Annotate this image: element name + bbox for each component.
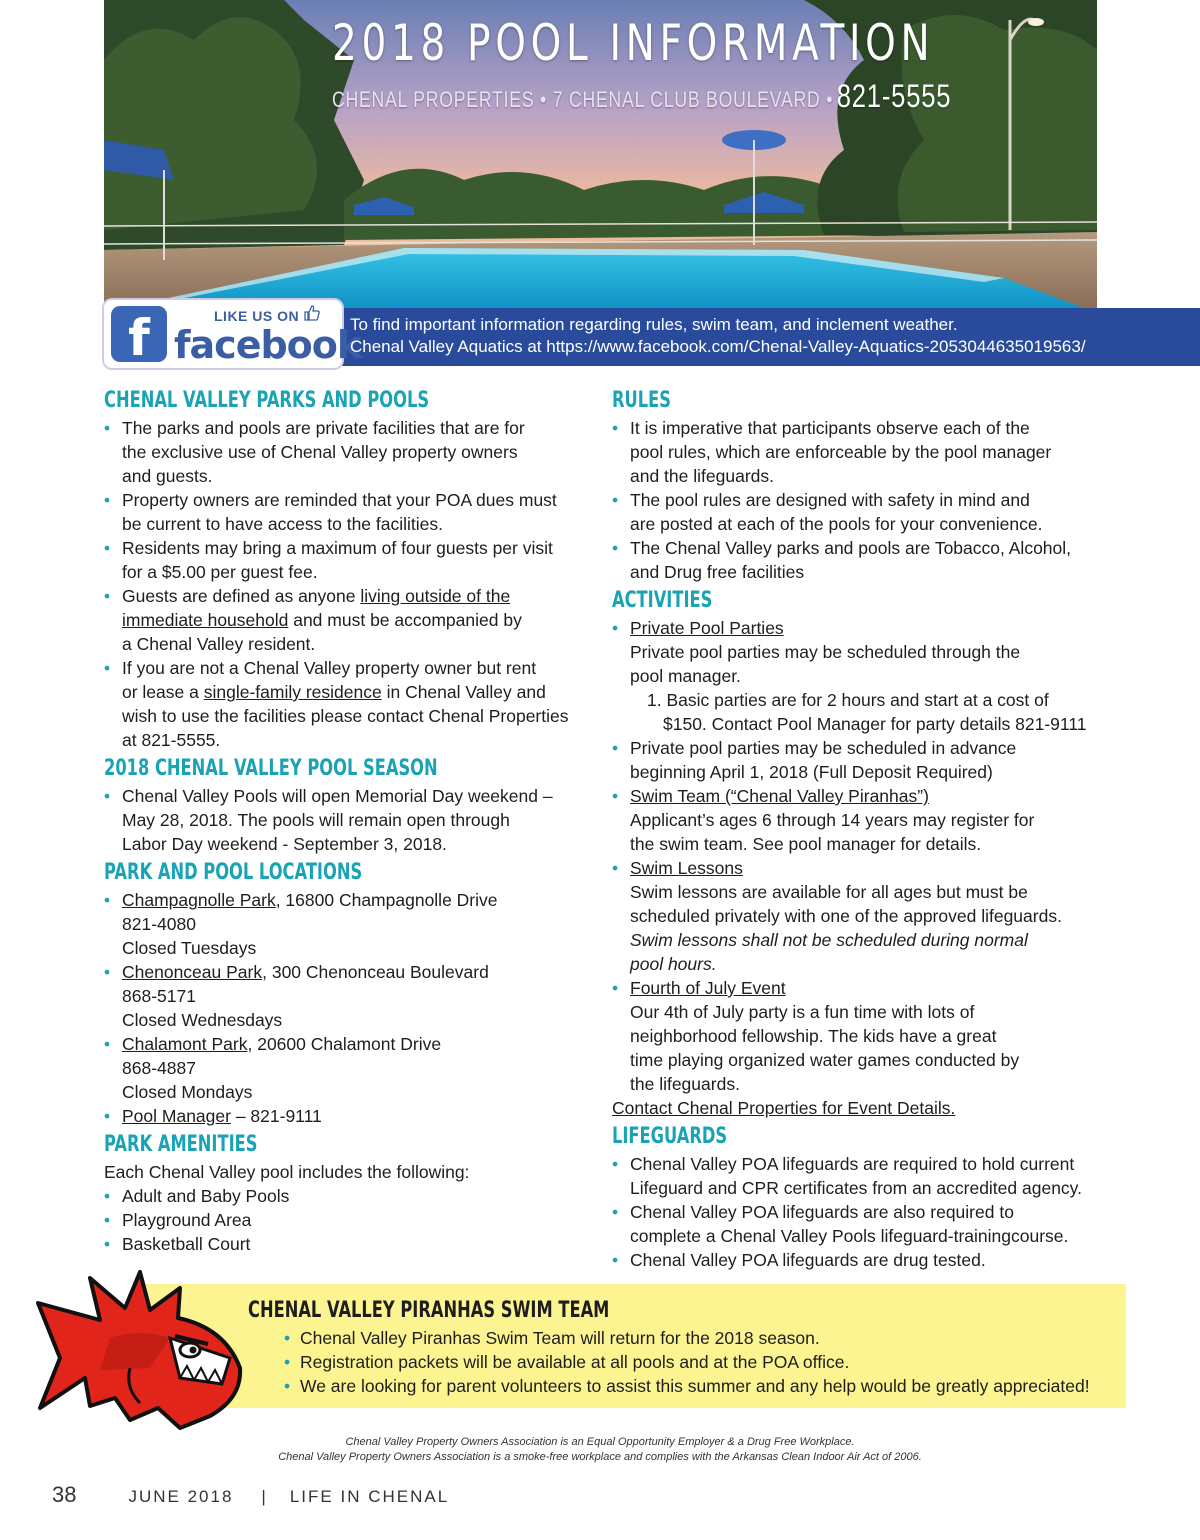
location-champagnolle: • Champagnolle Park, 16800 Champagnolle Drive 821-4080 Closed Tuesdays <box>104 890 498 958</box>
facebook-info <box>350 314 1086 358</box>
hero-phone: 821-5555 <box>836 78 952 114</box>
hero-photo <box>104 0 1097 308</box>
rules-heading: RULES <box>612 388 671 413</box>
season-heading: 2018 CHENAL VALLEY POOL SEASON <box>104 756 438 781</box>
list-item: • Playground Area <box>104 1210 252 1230</box>
list-item: • Chenal Valley POA lifeguards are drug tested. <box>612 1250 986 1270</box>
lifeguards-heading: LIFEGUARDS <box>612 1124 728 1149</box>
left-column <box>104 384 592 1256</box>
facebook-url-link[interactable]: Chenal Valley Aquatics at https://www.facebook.com/Chenal-Valley-Aquatics-2053044635019563/ <box>350 337 1086 356</box>
list-item: • Registration packets will be available at all pools and at the POA office. <box>284 1352 850 1372</box>
list-item: • Chenal Valley POA lifeguards are required to hold current Lifeguard and CPR certificates from an accredited agency. <box>612 1154 1082 1198</box>
location-pool-manager: • Pool Manager – 821-9111 <box>104 1106 322 1126</box>
amenities-heading: PARK AMENITIES <box>104 1132 258 1157</box>
list-item: • Property owners are reminded that your POA dues must be current to have access to the facilities. <box>104 490 557 534</box>
list-item: • Residents may bring a maximum of four guests per visit for a $5.00 per guest fee. <box>104 538 553 582</box>
footer-separator: | <box>261 1487 268 1506</box>
activity-swim-lessons: • Swim Lessons Swim lessons are available for all ages but must be scheduled privately with one of the approved lifeguards. Swim lessons shall not be scheduled during normal pool hours. <box>612 858 1062 974</box>
list-item: • It is imperative that participants observe each of the pool rules, which are enforceable by the pool manager and the lifeguards. <box>612 418 1052 486</box>
swim-team-heading: CHENAL VALLEY PIRANHAS SWIM TEAM <box>248 1298 610 1323</box>
activity-fourth-of-july: • Fourth of July Event Our 4th of July party is a fun time with lots of neighborhood fellowship. The kids have a great time playing organized water games conducted by the lifeguards. <box>612 978 1020 1094</box>
hero-subtitle <box>332 78 951 115</box>
magazine-name: LIFE IN CHENAL <box>289 1487 450 1506</box>
list-item: • The parks and pools are private facilities that are for the exclusive use of Chenal Valley property owners and guests. <box>104 418 525 486</box>
list-item: • Chenal Valley POA lifeguards are also required to complete a Chenal Valley Pools lifeguard-trainingcourse. <box>612 1202 1069 1246</box>
list-item: • Basketball Court <box>104 1234 251 1254</box>
swim-team-box <box>140 1284 1126 1408</box>
hero-address: CHENAL PROPERTIES • 7 CHENAL CLUB BOULEVARD • <box>332 87 834 112</box>
page-title: 2018 POOL INFORMATION <box>332 14 935 72</box>
facebook-f-icon: f <box>111 306 167 362</box>
facebook-info-line: To find important information regarding rules, swim team, and inclement weather. <box>350 315 958 334</box>
facebook-like-text: LIKE US ON <box>214 308 300 324</box>
thumbs-up-icon <box>304 305 320 321</box>
list-item: • We are looking for parent volunteers to assist this summer and any help would be greatly appreciated! <box>284 1376 1090 1396</box>
location-chalamont: • Chalamont Park, 20600 Chalamont Drive 868-4887 Closed Mondays <box>104 1034 442 1102</box>
list-item: • If you are not a Chenal Valley property owner but rent or lease a single-family residence in Chenal Valley and wish to use the facilities please contact Chenal Properties at 821-5555. <box>104 658 569 750</box>
activities-heading: ACTIVITIES <box>612 588 713 613</box>
bullet: • <box>104 418 111 438</box>
amenities-intro: Each Chenal Valley pool includes the following: <box>104 1162 470 1182</box>
piranha-mascot-icon <box>30 1258 245 1433</box>
activity-swim-team: • Swim Team (“Chenal Valley Piranhas”) Applicant’s ages 6 through 14 years may register for the swim team. See pool manager for details. <box>612 786 1035 854</box>
right-column <box>612 384 1112 1272</box>
list-item: • Private pool parties may be scheduled in advance beginning April 1, 2018 (Full Deposit Required) <box>612 738 1017 782</box>
locations-heading: PARK AND POOL LOCATIONS <box>104 860 363 885</box>
page-number: 38 <box>52 1482 77 1507</box>
list-item: • The pool rules are designed with safety in mind and are posted at each of the pools for your convenience. <box>612 490 1043 534</box>
issue-date: JUNE 2018 <box>128 1487 234 1506</box>
page-footer <box>52 1482 449 1508</box>
list-item: • Chenal Valley Piranhas Swim Team will return for the 2018 season. <box>284 1328 820 1348</box>
list-item: • Chenal Valley Pools will open Memorial Day weekend – May 28, 2018. The pools will remain open through Labor Day weekend - September 3, 2018. <box>104 786 553 854</box>
contact-event-details: Contact Chenal Properties for Event Details. <box>612 1098 956 1118</box>
list-item: • Adult and Baby Pools <box>104 1186 290 1206</box>
swim-team-list <box>284 1326 1090 1398</box>
facebook-like-badge[interactable] <box>104 300 362 368</box>
legal-notice: Chenal Valley Property Owners Association is an Equal Opportunity Employer & a Drug Free Workplace. Chenal Valley Property Owners Association is a smoke-free workplace and complies with the Arkansas Clean Indoor Air Act of 2006. <box>278 1436 922 1463</box>
list-item: • Guests are defined as anyone living outside of the immediate household and must be accompanied by a Chenal Valley resident. <box>104 586 522 654</box>
parks-heading: CHENAL VALLEY PARKS AND POOLS <box>104 388 430 413</box>
list-item: • The Chenal Valley parks and pools are Tobacco, Alcohol, and Drug free facilities <box>612 538 1072 582</box>
activity-pool-parties: • Private Pool Parties Private pool parties may be scheduled through the pool manager. 1. Basic parties are for 2 hours and start at a cost of $150. Contact Pool Manager for party details 821-9111 <box>612 618 1087 734</box>
facebook-wordmark: facebook <box>174 323 362 367</box>
location-chenonceau: • Chenonceau Park, 300 Chenonceau Boulevard 868-5171 Closed Wednesdays <box>104 962 489 1030</box>
